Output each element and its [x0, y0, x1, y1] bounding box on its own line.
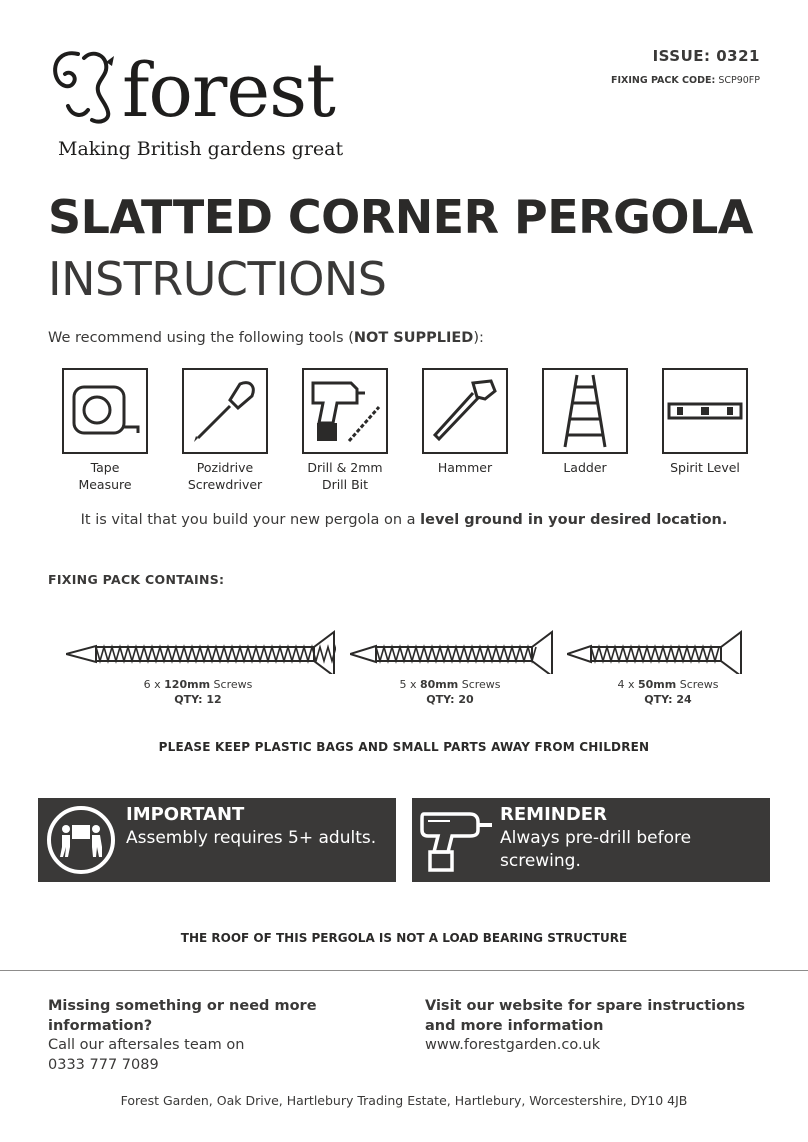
vital-text: It is vital that you build your new pergola on a [80, 512, 421, 528]
reminder-text: Always pre-drill before screwing. [500, 828, 692, 871]
important-panel [38, 798, 396, 882]
screw-120mm-icon [66, 630, 336, 674]
screw-size: 120mm [164, 678, 211, 691]
spirit-level-icon [667, 396, 743, 426]
issue-number: ISSUE: 0321 [652, 47, 760, 65]
website-contact [425, 997, 775, 1056]
aftersales-phone[interactable]: 0333 777 7089 [48, 1056, 159, 1073]
reminder-panel [412, 798, 770, 882]
fixing-pack-title: FIXING PACK CONTAINS: [48, 572, 225, 587]
important-text: Assembly requires 5+ adults. [126, 828, 377, 848]
tool-box [302, 368, 388, 454]
tool-label: Hammer [437, 460, 493, 475]
screw-qty: QTY: 12 [174, 692, 222, 706]
tools-not-supplied: NOT SUPPLIED [353, 330, 474, 346]
squirrel-logo-icon [48, 46, 120, 126]
pack-code-label: FIXING PACK CODE: [611, 75, 716, 86]
aftersales-heading: Missing something or need more information? [48, 998, 317, 1034]
screw-80mm-caption [350, 678, 550, 708]
children-warning: PLEASE KEEP PLASTIC BAGS AND SMALL PARTS AWAY FROM CHILDREN [158, 740, 650, 754]
reminder-title: REMINDER [500, 804, 607, 825]
company-address: Forest Garden, Oak Drive, Hartlebury Trading Estate, Hartlebury, Worcestershire, DY10 4JB [120, 1093, 688, 1108]
aftersales-text: Call our aftersales team on [48, 1037, 245, 1054]
screws-list [0, 625, 808, 715]
pack-code-value: SCP90FP [718, 75, 760, 86]
tools-intro-end: ): [473, 330, 484, 346]
screw-count: 5 x [399, 678, 420, 691]
tool-box [422, 368, 508, 454]
tool-label: Pozidrive Screwdriver [187, 460, 263, 492]
screw-type: Screws [210, 678, 253, 691]
screw-type: Screws [458, 678, 501, 691]
tool-label: Tape Measure [78, 460, 132, 492]
tool-screwdriver [165, 368, 285, 494]
screw-80mm-icon [350, 630, 555, 674]
footer-divider [0, 970, 808, 971]
tools-intro [48, 330, 484, 346]
tool-drill [285, 368, 405, 494]
screw-50mm-caption [568, 678, 768, 708]
brand-tagline: Making British gardens great [58, 138, 344, 160]
vital-bold-text: level ground in your desired location. [420, 512, 728, 528]
ladder-icon [555, 373, 615, 449]
screw-120mm-caption [98, 678, 298, 708]
tools-list [48, 368, 760, 498]
level-ground-notice [0, 512, 808, 528]
tool-label: Ladder [563, 460, 607, 475]
screw-count: 4 x [617, 678, 638, 691]
screwdriver-icon [190, 376, 260, 446]
website-heading: Visit our website for spare instructions and more information [425, 998, 746, 1034]
tool-ladder [525, 368, 645, 477]
tool-box [182, 368, 268, 454]
tool-box [542, 368, 628, 454]
tool-hammer [405, 368, 525, 477]
tool-label: Spirit Level [670, 460, 740, 475]
drill-icon [420, 806, 496, 876]
tools-intro-text: We recommend using the following tools ( [48, 330, 354, 346]
fixing-pack-code [611, 75, 760, 86]
roof-warning: THE ROOF OF THIS PERGOLA IS NOT A LOAD BEARING STRUCTURE [180, 931, 628, 945]
screw-type: Screws [676, 678, 719, 691]
screw-size: 80mm [419, 678, 459, 691]
screw-50mm-icon [567, 630, 743, 674]
important-title: IMPORTANT [126, 804, 245, 825]
page-subtitle: INSTRUCTIONS [48, 252, 387, 306]
tool-tape-measure [45, 368, 165, 494]
screw-size: 50mm [637, 678, 677, 691]
screw-qty: QTY: 20 [426, 692, 474, 706]
drill-icon [307, 375, 383, 447]
tool-box [62, 368, 148, 454]
two-people-carrying-icon [46, 805, 116, 875]
brand-wordmark: forest [122, 48, 335, 134]
tool-spirit-level [645, 368, 765, 477]
website-link[interactable]: www.forestgarden.co.uk [425, 1037, 601, 1054]
screw-count: 6 x [143, 678, 165, 691]
screw-qty: QTY: 24 [644, 692, 692, 706]
tape-measure-icon [70, 381, 140, 441]
tool-label: Drill & 2mm Drill Bit [307, 460, 383, 492]
hammer-icon [429, 375, 501, 447]
page-title: SLATTED CORNER PERGOLA [48, 190, 753, 244]
aftersales-contact [48, 997, 418, 1075]
tool-box [662, 368, 748, 454]
